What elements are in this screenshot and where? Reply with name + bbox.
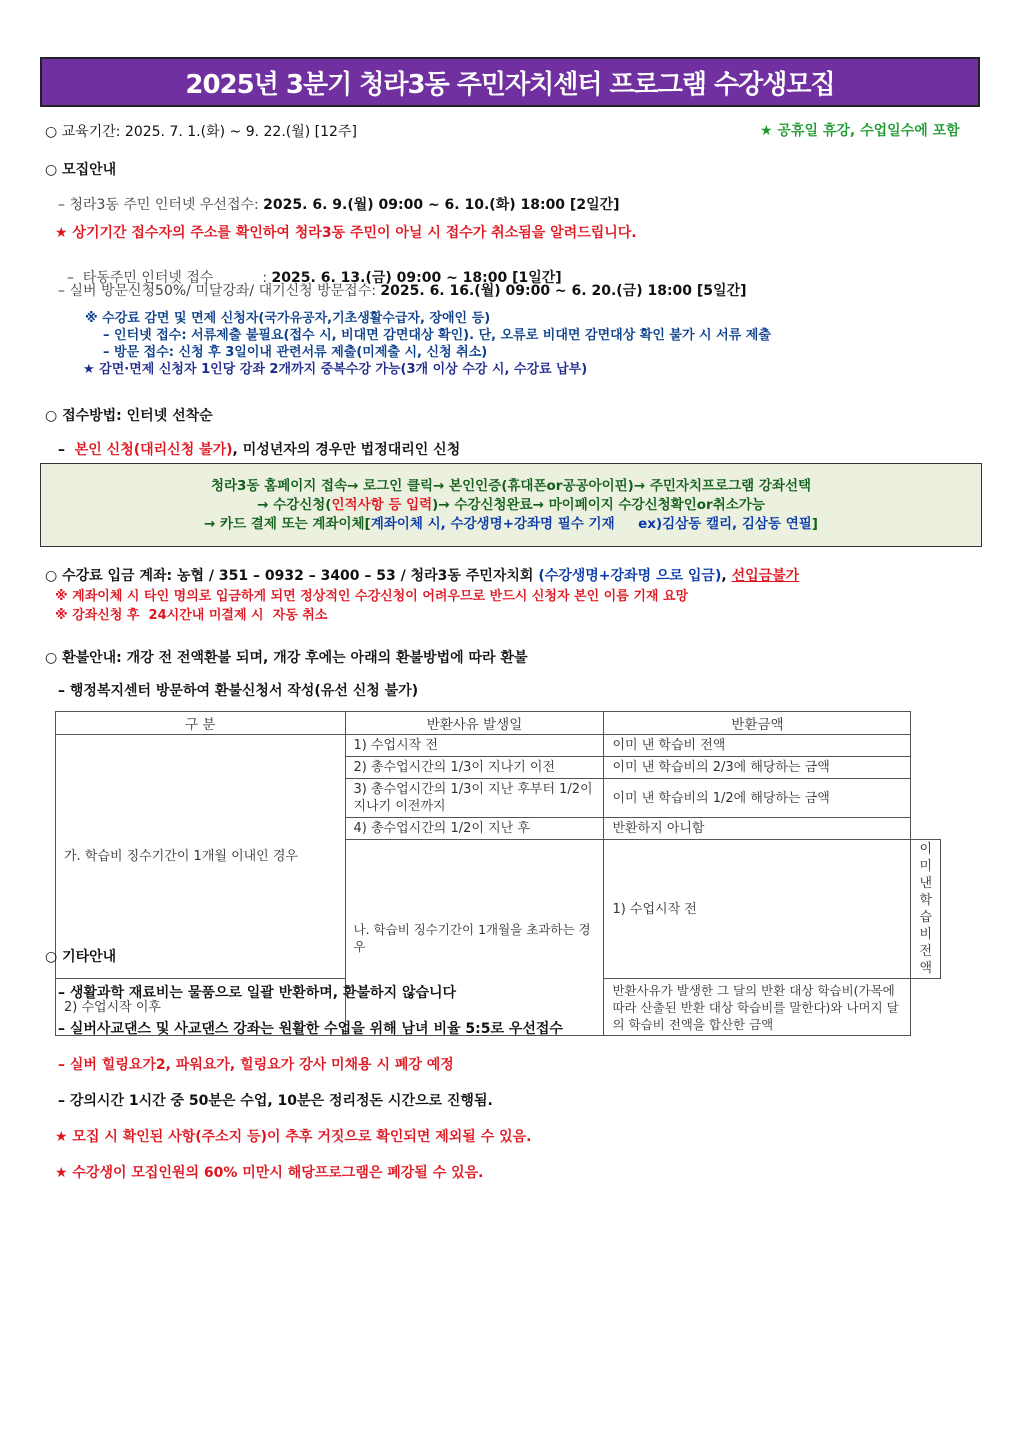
method-rest: , 미성년자의 경우만 법정대리인 신청 [232,442,461,458]
etc-item-false-info: ★ 모집 시 확인된 사항(주소지 등)이 추후 거짓으로 확인되면 제외될 수 있음. [55,1129,532,1145]
recruit-line-other-label: – 타동주민 인터넷 접수 : [66,270,272,286]
recruit-line-resident-label: – 청라3동 주민 인터넷 우선접수: [58,197,264,213]
payment-line [45,565,799,585]
payment-instruction: (수강생명+강좌명 으로 입금) [538,568,722,584]
header-reason: 반환사유 발생일 [345,712,604,735]
amount-cell: 반환사유가 발생한 그 달의 반환 대상 학습비(가목에 따라 산출된 반환 대상 학습비를 말한다)와 나머지 달의 학습비 전액을 합산한 금액 [604,979,911,1036]
payment-no-prepay: 선입금불가 [731,568,800,584]
method-dash: – [58,442,75,458]
procedure-line-2 [257,496,765,515]
recruit-line-resident [58,194,620,214]
procedure-line-3 [204,515,818,534]
group-b-label: 나. 학습비 징수기간이 1개월을 초과하는 경우 [345,840,604,1036]
table-row [56,735,941,757]
recruit-warning: ★ 상기기간 접수자의 주소를 확인하여 청라3동 주민이 아닐 시 접수가 취소됨을 알려드립니다. [55,225,637,241]
recruit-line-visit [58,280,747,300]
amount-cell: 이미 낸 학습비의 1/2에 해당하는 금액 [604,779,911,818]
edu-period: ○ 교육기간: 2025. 7. 1.(화) ~ 9. 22.(월) [12주] [45,124,357,140]
procedure-line-3b: ] [811,515,818,532]
etc-item-time: – 강의시간 1시간 중 50분은 수업, 10분은 정리정돈 시간으로 진행됨. [58,1093,493,1109]
method-line [58,439,460,459]
method-heading: ○ 접수방법: 인터넷 선착순 [45,408,213,424]
payment-note-1: ※ 계좌이체 시 타인 명의로 입금하게 되면 정상적인 수강신청이 어려우므로 반드시 신청자 본인 이름 기재 요망 [55,589,689,604]
refund-sub: – 행정복지센터 방문하여 환불신청서 작성(유선 신청 불가) [58,683,419,699]
etc-item-materials: – 생활과학 재료비는 물품으로 일괄 반환하며, 환불하지 않습니다 [58,985,457,1001]
refund-table-header [56,712,941,735]
discount-note-3: – 방문 접수: 신청 후 3일이내 관련서류 제출(미제출 시, 신청 취소) [103,345,488,360]
procedure-line-1: 청라3동 홈페이지 접속→ 로그인 클릭→ 본인인증(휴대폰or공공아이핀)→ 주민자치프로그램 강좌선택 [210,477,812,494]
procedure-line-2a: → 수강신청( [257,496,332,513]
amount-cell: 이미 낸 학습비의 2/3에 해당하는 금액 [604,757,911,779]
reason-cell: 2) 총수업시간의 1/3이 지나기 이전 [345,757,604,779]
group-a-label: 가. 학습비 징수기간이 1개월 이내인 경우 [56,735,346,979]
page-title: 2025년 3분기 청라3동 주민자치센터 프로그램 수강생모집 [185,69,835,100]
recruit-line-visit-value: 2025. 6. 16.(월) 09:00 ~ 6. 20.(금) 18:00 [5일간] [380,283,747,299]
method-self-apply: 본인 신청(대리신청 불가) [74,442,233,458]
procedure-line-2-red: 인적사항 등 입력 [331,496,433,513]
reason-cell: 1) 수업시작 전 [345,735,604,757]
reason-cell: 1) 수업시작 전 [604,840,911,979]
reason-cell: 4) 총수업시간의 1/2이 지난 후 [345,818,604,840]
etc-heading: ○ 기타안내 [45,949,117,965]
holiday-note: ★ 공휴일 휴강, 수업일수에 포함 [760,123,960,139]
payment-note-2: ※ 강좌신청 후 24시간내 미결제 시 자동 취소 [55,608,328,623]
recruit-line-resident-value: 2025. 6. 9.(월) 09:00 ~ 6. 10.(화) 18:00 [2일간] [263,197,620,213]
header-amount: 반환금액 [604,712,911,735]
etc-item-dance: – 실버사교댄스 및 사교댄스 강좌는 원활한 수업을 위해 남녀 비율 5:5로 우선접수 [58,1021,563,1037]
procedure-box [40,463,982,547]
title-banner [40,57,980,107]
recruit-line-other-value: 2025. 6. 13.(금) 09:00 ~ 18:00 [1일간] [271,270,562,286]
reason-cell: 3) 총수업시간의 1/3이 지난 후부터 1/2이 지나기 이전까지 [345,779,604,818]
amount-cell: 이미 낸 학습비 전액 [604,735,911,757]
recruit-heading: ○ 모집안내 [45,162,117,178]
discount-note-2: – 인터넷 접수: 서류제출 불필요(접수 시, 비대면 감면대상 확인). 단, 오류로 비대면 감면대상 확인 불가 시 서류 제출 [103,328,771,343]
amount-cell: 이미 낸 학습비 전액 [911,840,941,979]
refund-heading: ○ 환불안내: 개강 전 전액환불 되며, 개강 후에는 아래의 환불방법에 따라 환불 [45,650,528,666]
etc-item-cancel: ★ 수강생이 모집인원의 60% 미만시 해당프로그램은 폐강될 수 있음. [55,1165,484,1181]
amount-cell: 반환하지 아니함 [604,818,911,840]
header-category: 구 분 [56,712,346,735]
discount-note-4: ★ 감면·면제 신청자 1인당 강좌 2개까지 중복수강 가능(3개 이상 수강 시, 수강료 납부) [83,362,588,377]
recruit-line-visit-label: – 실버 방문신청50%/ 미달강좌/ 대기신청 방문접수: [58,283,381,299]
payment-comma: , [721,568,732,584]
procedure-line-3a: → 카드 결제 또는 계좌이체[ [204,515,371,532]
procedure-line-3-blue: 계좌이체 시, 수강생명+강좌명 필수 기재 ex)김삼동 캘리, 김삼동 연필 [370,515,812,532]
discount-note-1: ※ 수강료 감면 및 면제 신청자(국가유공자,기초생활수급자, 장애인 등) [85,311,491,326]
reason-cell: 2) 수업시작 이후 [56,979,346,1036]
procedure-line-2b: )→ 수강신청완료→ 마이페이지 수강신청확인or취소가능 [432,496,765,513]
etc-item-yoga: – 실버 힐링요가2, 파워요가, 힐링요가 강사 미채용 시 폐강 예정 [58,1057,454,1073]
payment-account: ○ 수강료 입금 계좌: 농협 / 351 – 0932 – 3400 – 53 / 청라3동 주민자치회 [45,568,539,584]
